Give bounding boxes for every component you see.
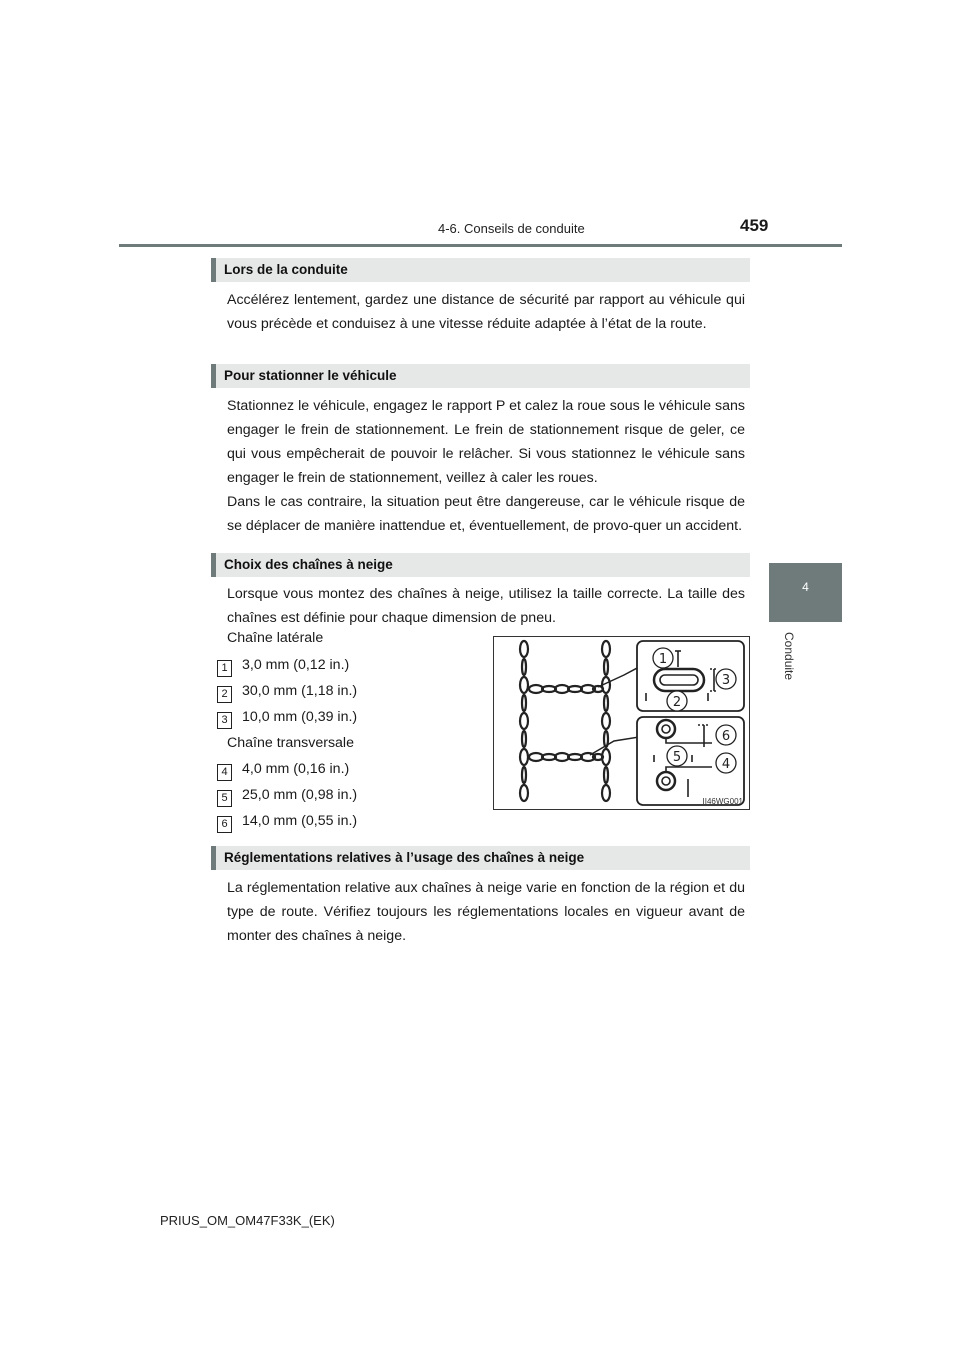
chapter-tab-number: 4 (802, 580, 809, 594)
figure-code: II46WG001 (702, 797, 743, 806)
snow-chain-illustration (494, 637, 749, 809)
figure-callout-label: 1 (658, 652, 668, 667)
callout-number: 1 (217, 660, 232, 677)
section-heading-driving (211, 258, 750, 282)
section-heading-chains-text: Choix des chaînes à neige (224, 557, 393, 572)
spec-value: 3,0 mm (0,12 in.) (242, 657, 350, 673)
chains-paragraph: Lorsque vous montez des chaînes à neige, utilisez la taille correcte. La taille des chaînes est définie pour chaque dimension de pneu. (227, 586, 745, 626)
callout-number: 2 (217, 686, 232, 703)
parking-paragraph-2: Dans le cas contraire, la situation peut être dangereuse, car le véhicule risque de se déplacer de manière inattendue et, éventuellement, de provo-quer un accident. (227, 494, 745, 534)
chapter-tab (769, 563, 842, 622)
callout-number: 4 (217, 764, 232, 781)
section-heading-driving-text: Lors de la conduite (224, 262, 348, 277)
regulations-paragraph: La réglementation relative aux chaînes à neige varie en fonction de la région et du type de route. Vérifiez toujours les réglementations locales en vigueur avant de monter des chaînes à neige. (227, 880, 745, 944)
cross-chain-label: Chaîne transversale (227, 735, 354, 751)
section-heading-parking-text: Pour stationner le véhicule (224, 368, 397, 383)
chapter-side-label (782, 632, 800, 692)
spec-value: 25,0 mm (0,98 in.) (242, 787, 358, 803)
parking-paragraph-1: Stationnez le véhicule, engagez le rapport P et calez la roue sous le véhicule sans engager le frein de stationnement. Le frein de stationnement risque de geler, ce qui vous empêcherait de pouvoir le relâcher. Si vous stationnez le véhicule sans engager le frein de stationnement, veillez à caler les roues. (227, 398, 745, 486)
spec-value: 30,0 mm (1,18 in.) (242, 683, 358, 699)
figure-callout-label: 6 (721, 729, 731, 744)
heading-accent-bar (211, 364, 216, 388)
spec-value: 10,0 mm (0,39 in.) (242, 709, 358, 725)
spec-value: 4,0 mm (0,16 in.) (242, 761, 350, 777)
heading-accent-bar (211, 553, 216, 577)
chapter-side-label-text: Conduite (782, 632, 796, 681)
footer-document-code: PRIUS_OM_OM47F33K_(EK) (160, 1213, 335, 1228)
figure-callout-label: 4 (721, 757, 731, 772)
side-chain-label: Chaîne latérale (227, 630, 324, 646)
heading-accent-bar (211, 258, 216, 282)
section-heading-chains (211, 553, 750, 577)
figure-callout-label: 3 (721, 673, 731, 688)
header-section-title: 4-6. Conseils de conduite (438, 221, 585, 236)
figure-callout-label: 5 (672, 750, 682, 765)
header-rule (119, 244, 842, 247)
callout-number: 5 (217, 790, 232, 807)
driving-paragraph: Accélérez lentement, gardez une distance de sécurité par rapport au véhicule qui vous précède et conduisez à une vitesse réduite adaptée à l’état de la route. (227, 292, 745, 332)
callout-number: 3 (217, 712, 232, 729)
figure-callout-label: 2 (672, 695, 682, 710)
section-heading-parking (211, 364, 750, 388)
spec-value: 14,0 mm (0,55 in.) (242, 813, 358, 829)
section-heading-regulations (211, 846, 750, 870)
section-heading-regulations-text: Réglementations relatives à l’usage des chaînes à neige (224, 850, 585, 865)
heading-accent-bar (211, 846, 216, 870)
snow-chain-figure (493, 636, 750, 810)
page-number: 459 (740, 216, 769, 235)
callout-number: 6 (217, 816, 232, 833)
